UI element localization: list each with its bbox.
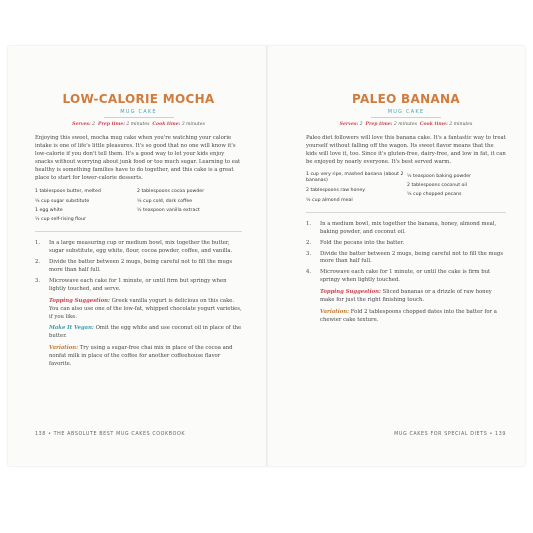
recipe-intro: Enjoying this sweet, mocha mug cake when you're watching your calorie intake is one of life's little pleasures. It's so good that no one will know it's low-calorie if you don't tell them. It's a good way to let your kids enjoy snacks without worrying about junk food or too much sugar. Learning to eat healthy is something families have to do together, and this cake is a great place to start for lower-calorie desserts. xyxy=(35,135,241,181)
step-item xyxy=(35,240,242,256)
step-number: 2. xyxy=(35,259,41,266)
recipe-subtitle: MUG CAKE xyxy=(120,109,157,115)
ingredient-item: 2 tablespoons coconut oil xyxy=(407,182,468,188)
cook-value: 2 minutes xyxy=(447,122,473,127)
prep-label: Prep time: xyxy=(98,122,125,127)
topping-text: Greek vanilla yogurt is delicious on this cake. You can also use one of the low-fat, whipped chocolate yogurt varieties, if you like. xyxy=(49,297,242,320)
section-divider xyxy=(35,231,242,232)
vegan-note xyxy=(49,325,242,341)
ingredient-item: ½ teaspoon vanilla extract xyxy=(137,207,200,213)
ingredient-item: ½ teaspoon baking powder xyxy=(407,173,472,179)
step-number: 4. xyxy=(306,269,312,276)
recipe-title: LOW-CALORIE MOCHA xyxy=(62,92,215,106)
step-text: In a medium bowl, mix together the banana, honey, almond meal, baking powder, and coconut oil. xyxy=(320,220,497,235)
section-divider xyxy=(306,212,506,213)
variation-text: Try using a sugar-free chai mix in place of the cocoa and nonfat milk in place of the coffee for another coffeehouse flavor favorite. xyxy=(49,345,233,368)
ingredients-column-2 xyxy=(407,172,471,205)
serves-value: 2 xyxy=(358,122,363,127)
step-item xyxy=(306,240,506,248)
recipe-intro: Paleo diet followers will love this banana cake. It's a fantastic way to treat yourself without falling off the wagon. Its sweet flavor means that the kids will love it, too. Since it's gluten-free, dairy-free, and low in fat, it can be enjoyed by nearly everyone. It's best served warm. xyxy=(306,135,506,165)
cook-label: Cook time: xyxy=(419,122,448,127)
topping-note xyxy=(49,298,242,322)
left-page xyxy=(35,46,242,466)
step-item xyxy=(306,251,506,267)
step-number: 2. xyxy=(306,239,312,246)
ingredient-item: ½ cup almond meal xyxy=(306,197,353,203)
title-rule xyxy=(104,117,174,118)
ingredients-column-2 xyxy=(137,187,204,224)
step-text: Microwave each cake for 1 minute, or until the cake is firm but springy when lightly touched. xyxy=(320,269,491,284)
ingredient-item: 1 cup very ripe, mashed banana (about 2 bananas) xyxy=(306,171,404,184)
recipe-meta xyxy=(306,122,506,128)
ingredients-list xyxy=(306,172,506,205)
step-text: Fold the pecans into the batter. xyxy=(320,239,405,246)
recipe-steps xyxy=(306,221,506,285)
right-page xyxy=(306,46,506,466)
topping-note xyxy=(320,289,506,305)
step-number: 1. xyxy=(35,240,41,247)
prep-value: 2 minutes xyxy=(124,122,150,127)
book-gutter xyxy=(266,46,268,466)
variation-note xyxy=(49,345,242,369)
page-footer: MUG CAKES FOR SPECIAL DIETS • 139 xyxy=(394,432,506,437)
book-spread xyxy=(8,46,525,466)
variation-text: Fold 2 tablespoons chopped dates into the batter for a chewier cake texture. xyxy=(320,309,497,323)
page-footer: 138 • THE ABSOLUTE BEST MUG CAKES COOKBOOK xyxy=(35,432,186,437)
step-text: Microwave each cake for 1 minute, or until firm but springy when lightly touched, and serve. xyxy=(49,277,227,292)
step-item xyxy=(306,221,506,237)
ingredient-item: ¼ cup sugar substitute xyxy=(35,198,90,204)
cook-value: 3 minutes xyxy=(180,122,205,127)
topping-text: Sliced bananas or a drizzle of raw honey make for just the right finishing touch. xyxy=(320,289,492,304)
prep-label: Prep time: xyxy=(365,122,393,127)
serves-label: Serves: xyxy=(72,122,91,127)
step-item xyxy=(35,278,242,294)
variation-label: Variation: xyxy=(320,309,350,315)
ingredient-item: ¼ cup chopped pecans xyxy=(407,192,462,198)
step-text: Divide the batter between 2 mugs, being careful not to fill the mugs more than half full. xyxy=(320,250,504,265)
topping-label: Topping Suggestion: xyxy=(49,297,110,304)
serves-label: Serves: xyxy=(339,122,359,127)
step-text: Divide the batter between 2 mugs, being careful not to fill the mugs more than half full. xyxy=(49,259,233,273)
ingredients-column-1 xyxy=(35,187,137,224)
ingredients-column-1 xyxy=(306,172,407,205)
ingredients-list xyxy=(35,187,242,224)
step-text: In a large measuring cup or medium bowl, mix together the butter, sugar substitute, egg white, flour, cocoa powder, coffee, and vanilla. xyxy=(49,240,233,255)
ingredient-item: 1 tablespoon butter, melted xyxy=(35,189,101,195)
serves-value: 2 xyxy=(90,122,96,127)
ingredient-item: 2 tablespoons raw honey xyxy=(306,188,365,194)
recipe-meta xyxy=(35,122,242,128)
step-number: 3. xyxy=(35,277,41,284)
vegan-text: Omit the egg white and use coconut oil in place of the butter. xyxy=(49,325,242,340)
step-item xyxy=(306,269,506,285)
recipe-steps xyxy=(35,240,242,293)
ingredient-item: ½ cup self-rising flour xyxy=(35,217,86,223)
step-number: 3. xyxy=(306,250,312,257)
variation-label: Variation: xyxy=(49,345,79,352)
ingredient-item: 2 tablespoons cocoa powder xyxy=(137,189,205,195)
prep-value: 2 minutes xyxy=(392,122,417,127)
ingredient-item: 1 egg white xyxy=(35,207,63,213)
topping-label: Topping Suggestion: xyxy=(320,289,381,296)
recipe-subtitle: MUG CAKE xyxy=(387,109,425,115)
ingredient-item: ¼ cup cold, dark coffee xyxy=(137,198,193,204)
vegan-label: Make It Vegan: xyxy=(49,325,94,332)
title-rule xyxy=(371,117,441,118)
recipe-title: PALEO BANANA xyxy=(352,92,460,106)
variation-note xyxy=(320,309,506,325)
step-item xyxy=(35,259,242,275)
step-number: 1. xyxy=(306,220,312,227)
cook-label: Cook time: xyxy=(152,122,181,127)
